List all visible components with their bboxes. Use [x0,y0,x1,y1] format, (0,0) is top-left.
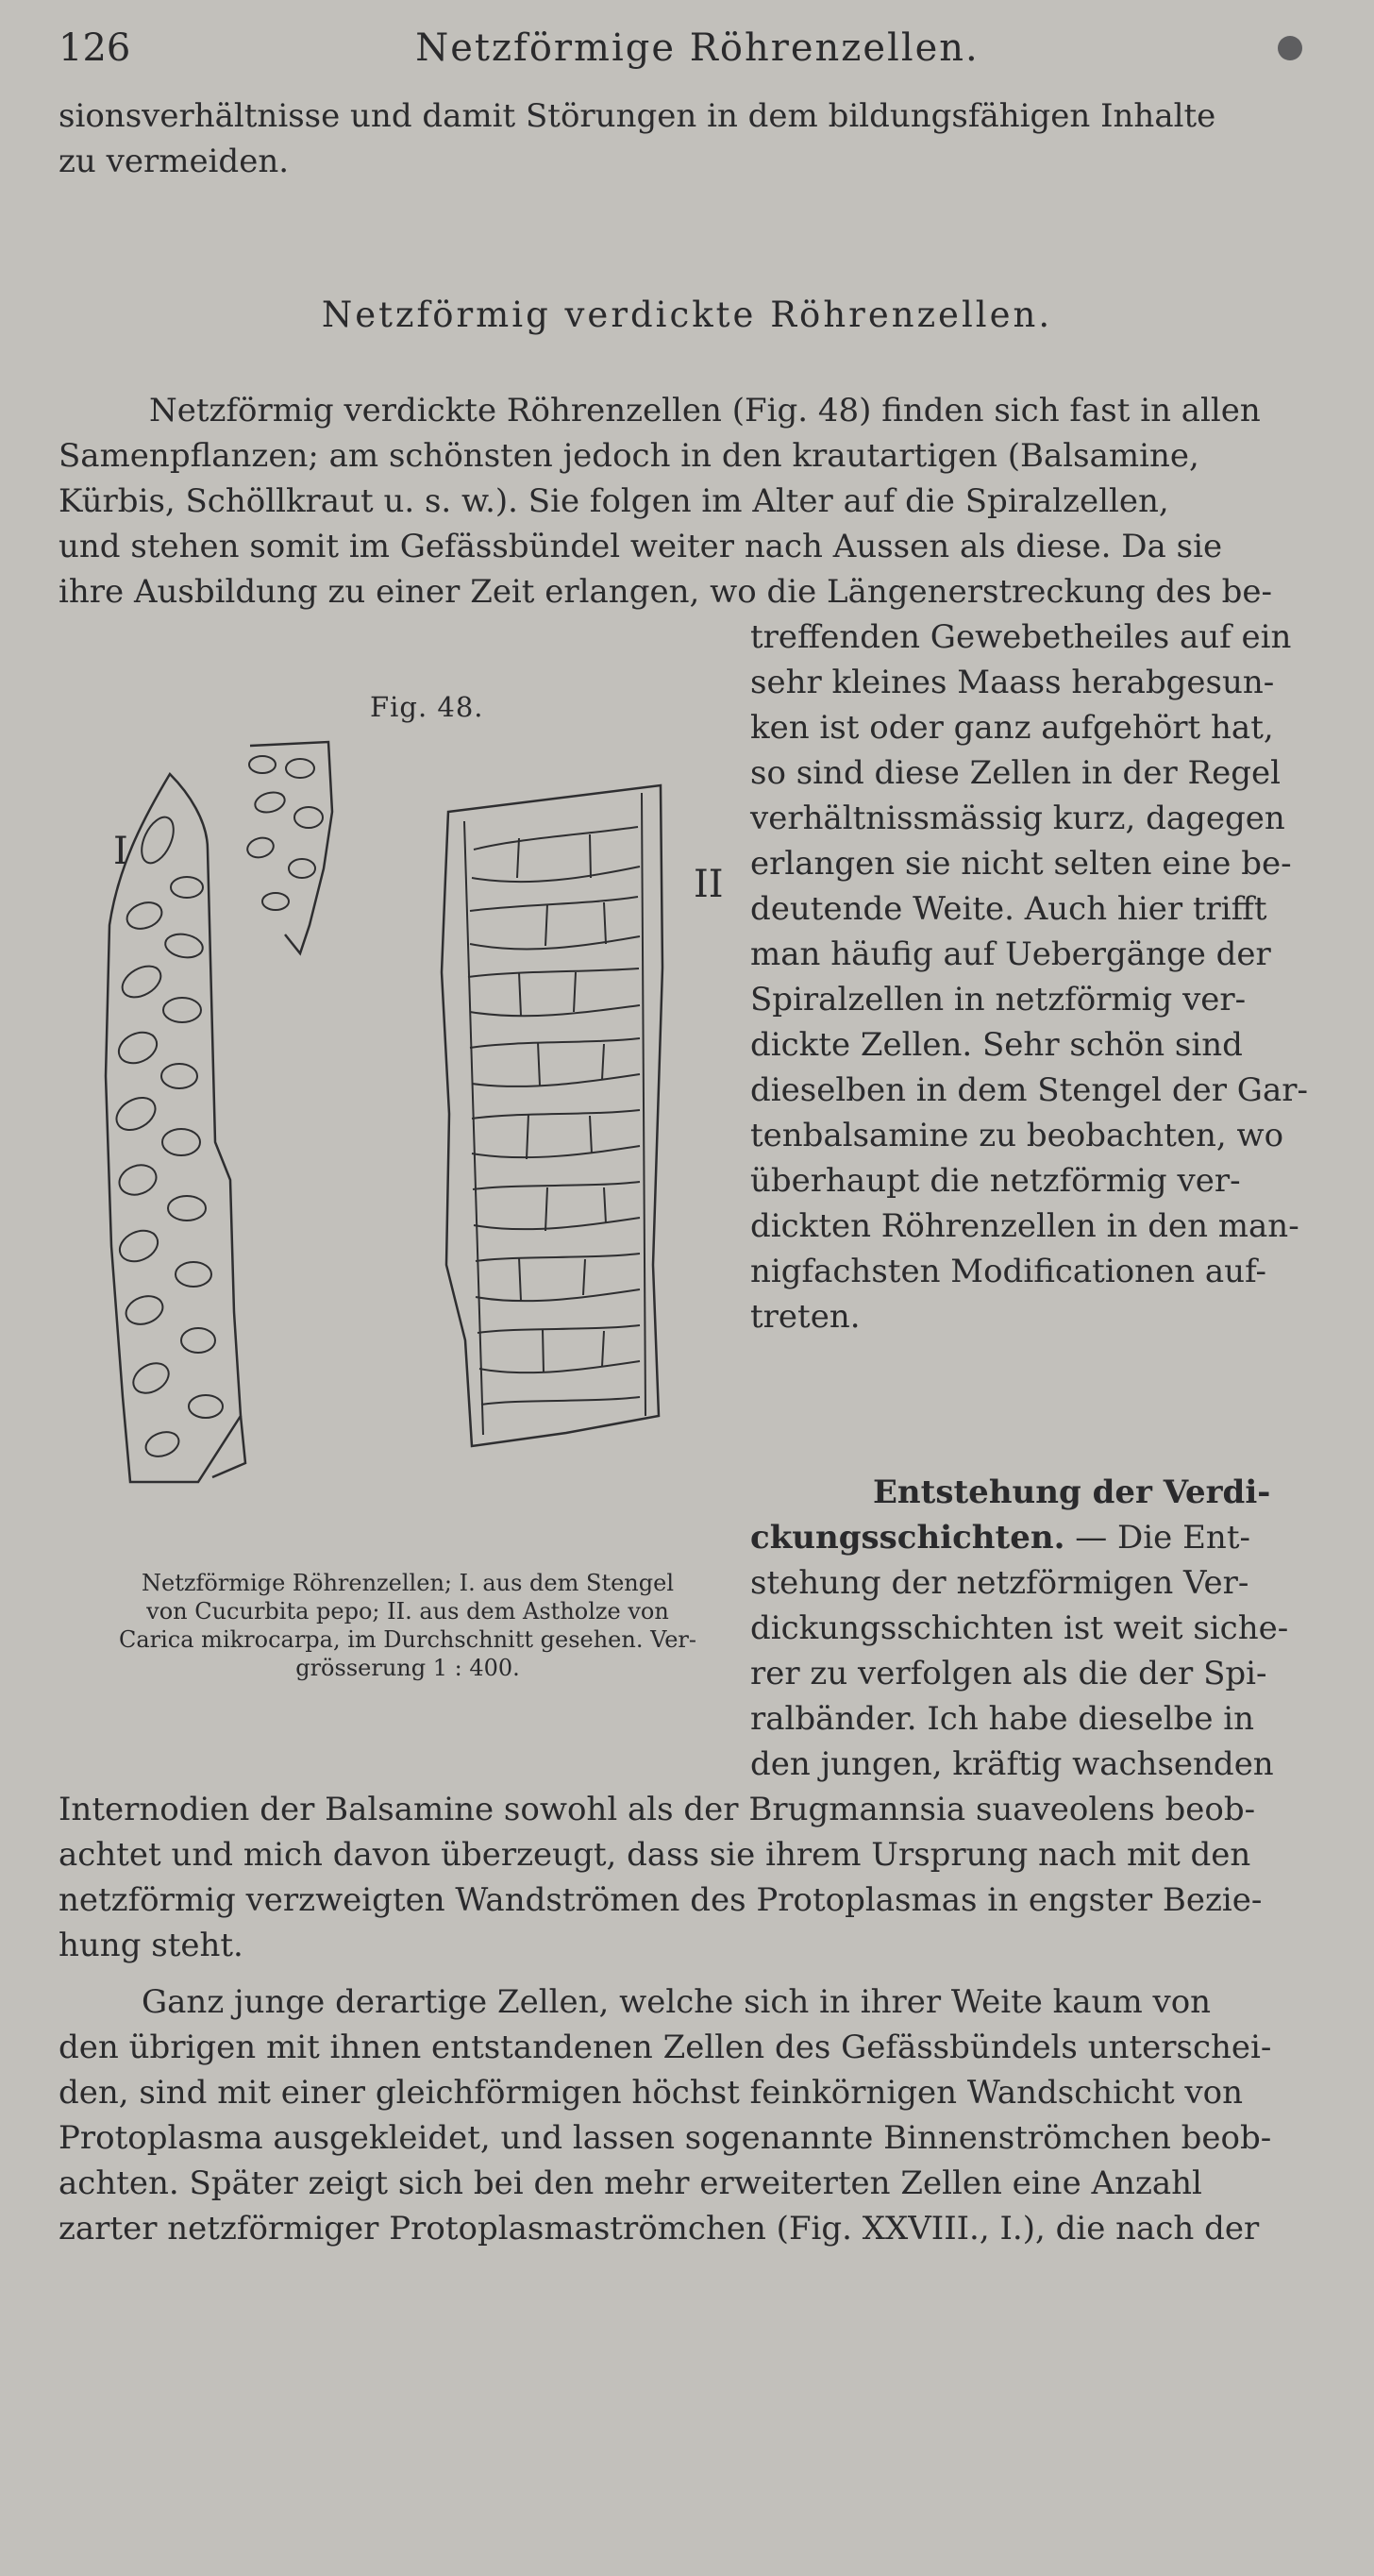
subsection-line: stehung der netzförmigen Ver- [750,1564,1249,1602]
figure-48-illustration [75,736,736,1520]
paragraph-line-2: Samenpflanzen; am schönsten jedoch in den krautartigen (Balsamine, [59,437,1199,475]
paragraph-line-1: Netzförmig verdickte Röhrenzellen (Fig. 48) finden sich fast in allen [149,392,1261,429]
right-column-line: dickten Röhrenzellen in den man- [750,1207,1299,1245]
figure-label-right: II [694,863,724,906]
right-column-line: tenbalsamine zu beobachten, wo [750,1117,1284,1154]
cell-drawing-left [106,742,332,1482]
caption-line-2: von Cucurbita pepo; II. aus dem Astholze von [146,1598,669,1625]
body-line: achtet und mich davon überzeugt, dass sie ihrem Ursprung nach mit den [59,1836,1251,1874]
body-line: achten. Später zeigt sich bei den mehr erweiterten Zellen eine Anzahl [59,2164,1202,2202]
body-line: Internodien der Balsamine sowohl als der Brugmannsia suaveolens beob- [59,1791,1256,1828]
body-line: hung steht. [59,1927,243,1964]
right-column-line: dieselben in dem Stengel der Gar- [750,1071,1308,1109]
subsection-heading-line-2 [750,1516,1250,1559]
right-column-line: so sind diese Zellen in der Regel [750,754,1281,792]
intro-line-1: sionsverhältnisse und damit Störungen in dem bildungsfähigen Inhalte [59,97,1216,135]
subsection-line: ralbänder. Ich habe dieselbe in [750,1700,1255,1738]
paragraph-line-5: ihre Ausbildung zu einer Zeit erlangen, wo die Längenerstreckung des be- [59,573,1272,611]
figure-caption [59,1569,757,1682]
right-column-line: dickte Zellen. Sehr schön sind [750,1026,1243,1064]
body-line: Ganz junge derartige Zellen, welche sich in ihrer Weite kaum von [142,1983,1212,2021]
subsection-line: dickungsschichten ist weit siche- [750,1609,1289,1647]
body-line: zarter netzförmiger Protoplasmaströmchen (Fig. XXVIII., I.), die nach der [59,2210,1260,2248]
caption-line-3: Carica mikrocarpa, im Durchschnitt gesehen. Ver- [118,1626,697,1653]
cell-drawing-right [442,785,662,1446]
right-column-line: verhältnissmässig kurz, dagegen [750,800,1285,837]
caption-line-1: Netzförmige Röhrenzellen; I. aus dem Stengel [142,1570,674,1596]
subsection-heading-line-1: Entstehung der Verdi- [873,1473,1271,1511]
ink-blot [1278,36,1302,60]
page-number: 126 [59,26,131,70]
body-line: den übrigen mit ihnen entstandenen Zellen des Gefässbündels unterschei- [59,2029,1272,2066]
subsection-line-rest: — Die Ent- [1064,1519,1250,1557]
right-column-line: treffenden Gewebetheiles auf ein [750,618,1292,656]
paragraph-line-3: Kürbis, Schöllkraut u. s. w.). Sie folgen im Alter auf die Spiralzellen, [59,482,1169,520]
right-column-line: nigfachsten Modificationen auf- [750,1253,1266,1290]
figure-label-left: I [113,830,128,873]
subsection-line: rer zu verfolgen als die der Spi- [750,1655,1267,1692]
right-column-line: man häufig auf Uebergänge der [750,935,1271,973]
body-line: netzförmig verzweigten Wandströmen des Protoplasmas in engster Bezie- [59,1881,1263,1919]
subsection-line: den jungen, kräftig wachsenden [750,1745,1274,1783]
body-line: Protoplasma ausgekleidet, und lassen sogenannte Binnenströmchen beob- [59,2119,1272,2157]
intro-line-2: zu vermeiden. [59,143,290,180]
right-column-line: treten. [750,1298,861,1336]
section-title: Netzförmig verdickte Röhrenzellen. [321,295,1053,335]
paragraph-line-4: und stehen somit im Gefässbündel weiter nach Aussen als diese. Da sie [59,528,1223,565]
subsection-heading-bold: ckungsschichten. [750,1519,1065,1557]
right-column-line: ken ist oder ganz aufgehört hat, [750,709,1274,747]
caption-line-4: grösserung 1 : 400. [295,1655,520,1681]
body-line: den, sind mit einer gleichförmigen höchst feinkörnigen Wandschicht von [59,2074,1243,2112]
right-column-line: sehr kleines Maass herabgesun- [750,664,1275,701]
right-column-line: überhaupt die netzförmig ver- [750,1162,1241,1200]
right-column-line: deutende Weite. Auch hier trifft [750,890,1267,928]
figure-label: Fig. 48. [370,691,484,723]
running-title: Netzförmige Röhrenzellen. [415,26,980,70]
right-column-line: Spiralzellen in netzförmig ver- [750,981,1247,1019]
running-header [59,26,1336,74]
right-column-line: erlangen sie nicht selten eine be- [750,845,1292,883]
